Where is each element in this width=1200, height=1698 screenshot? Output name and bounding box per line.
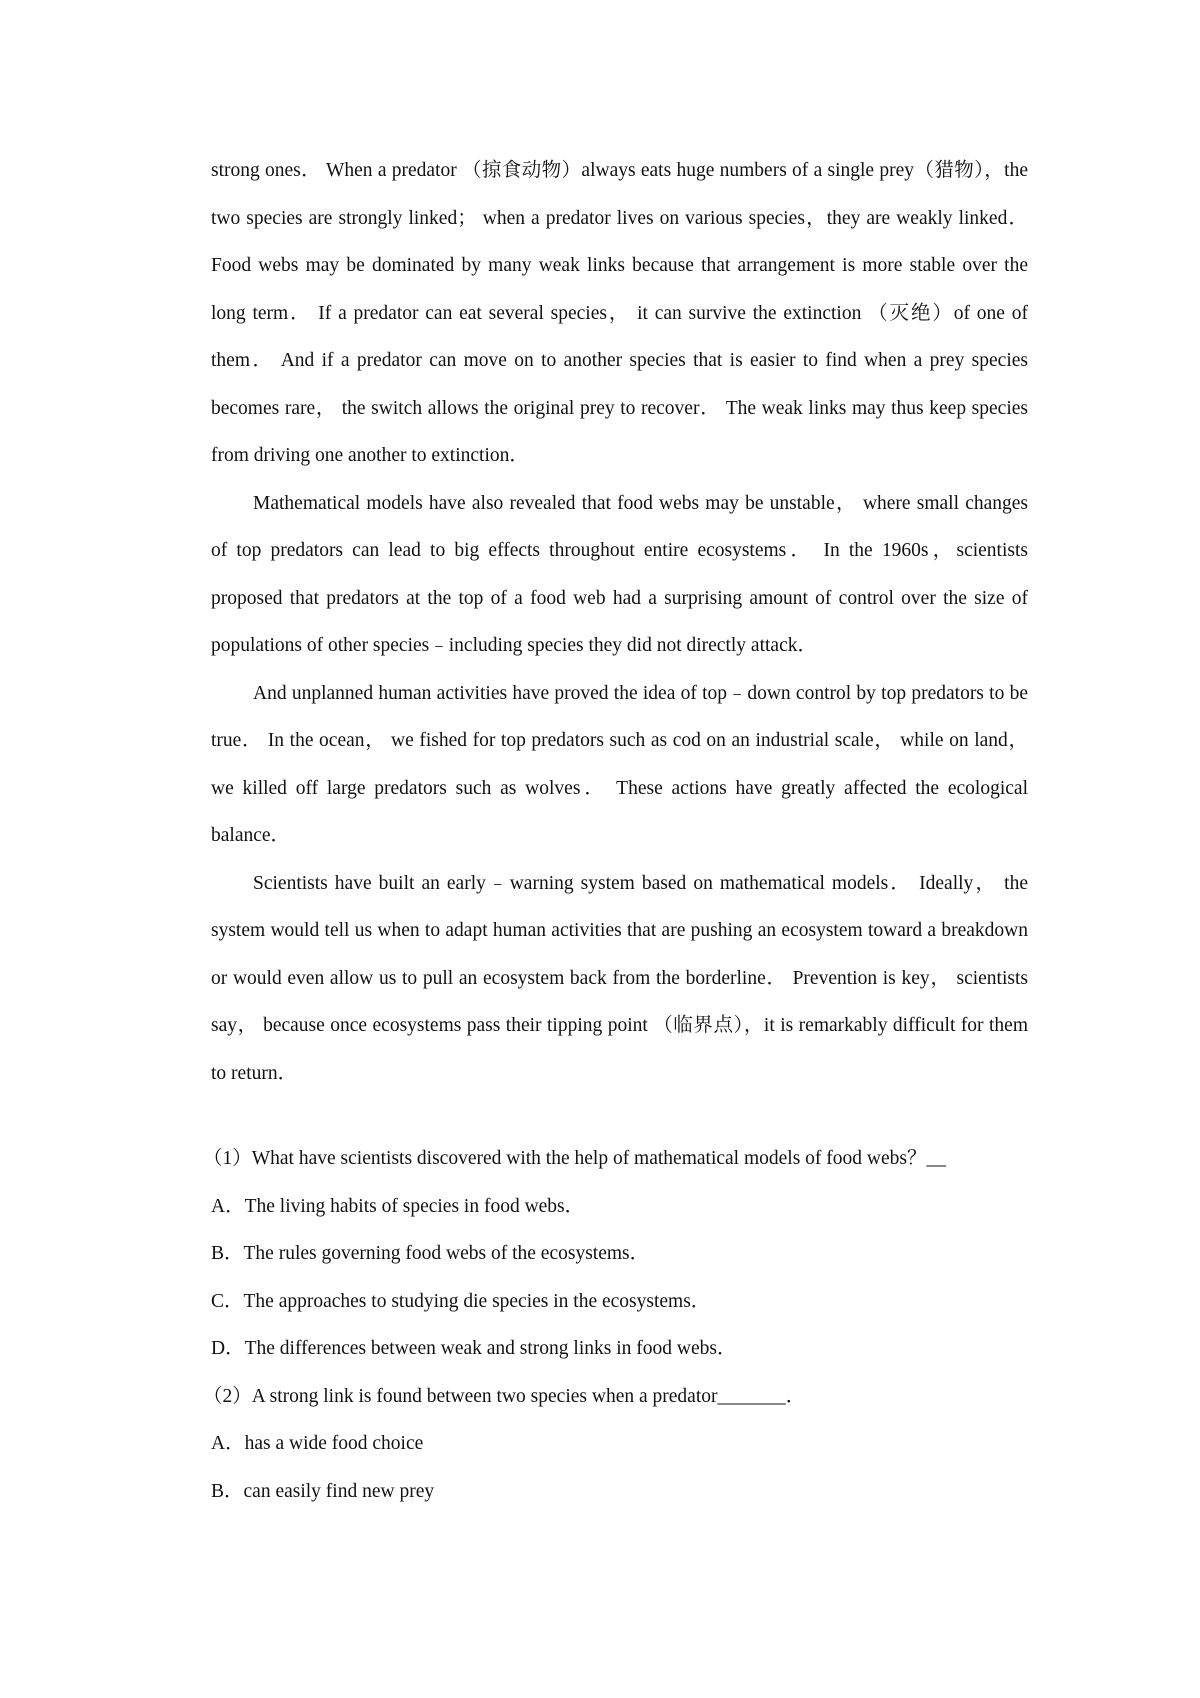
passage-paragraph-2: Mathematical models have also revealed that food webs may be unstable， where small changes of top predators can lead to big effects throughout entire ecosystems． In the 1960s，scientists proposed that predators at the top of a food web had a surprising amount of control over the size of populations of other species﹣including species they did not directly attack．: [211, 492, 1028, 656]
question-2: [203, 1373, 1028, 1516]
question-1-stem: （1）What have scientists discovered with the help of mathematical models of food webs？__: [203, 1148, 946, 1169]
passage-paragraph-3: And unplanned human activities have proved the idea of top﹣down control by top predators to be true． In the ocean， we fished for top predators such as cod on an industrial scale， while on land， we killed off large predators such as wolves． These actions have greatly affected the ecological balance．: [211, 682, 1028, 846]
question-1-option-a: A．The living habits of species in food webs．: [211, 1195, 585, 1217]
question-1: [203, 1135, 1028, 1373]
question-1-option-d: D．The differences between weak and strong links in food webs．: [211, 1338, 737, 1359]
question-2-option-a: A．has a wide food choice: [211, 1433, 424, 1454]
question-2-stem: （2）A strong link is found between two species when a predator_______．: [203, 1385, 806, 1407]
passage-paragraph-1: strong ones． When a predator （掠食动物）always eats huge numbers of a single prey（猎物），the two species are strongly linked； when a predator lives on various species，they are weakly linked． Food webs may be dominated by many weak links because that arrangement is more stable over the long term． If a predator can eat several species， it can survive the extinction （灭绝）of one of them． And if a predator can move on to another species that is easier to find when a prey species becomes rare， the switch allows the original prey to recover． The weak links may thus keep species from driving one another to extinction．: [211, 160, 1028, 466]
question-2-option-b: B．can easily find new prey: [211, 1480, 435, 1502]
passage-paragraph-4: Scientists have built an early﹣warning system based on mathematical models． Ideally， the system would tell us when to adapt human activities that are pushing an ecosystem toward a breakdown or would even allow us to pull an ecosystem back from the borderline． Prevention is key， scientists say， because once ecosystems pass their tipping point （临界点），it is remarkably difficult for them to return．: [211, 872, 1028, 1084]
question-1-option-c: C．The approaches to studying die species in the ecosystems．: [211, 1290, 711, 1312]
section-spacer: [211, 1097, 1028, 1135]
document-body: [203, 147, 1028, 1515]
question-1-option-b: B．The rules governing food webs of the ecosystems．: [211, 1243, 650, 1264]
